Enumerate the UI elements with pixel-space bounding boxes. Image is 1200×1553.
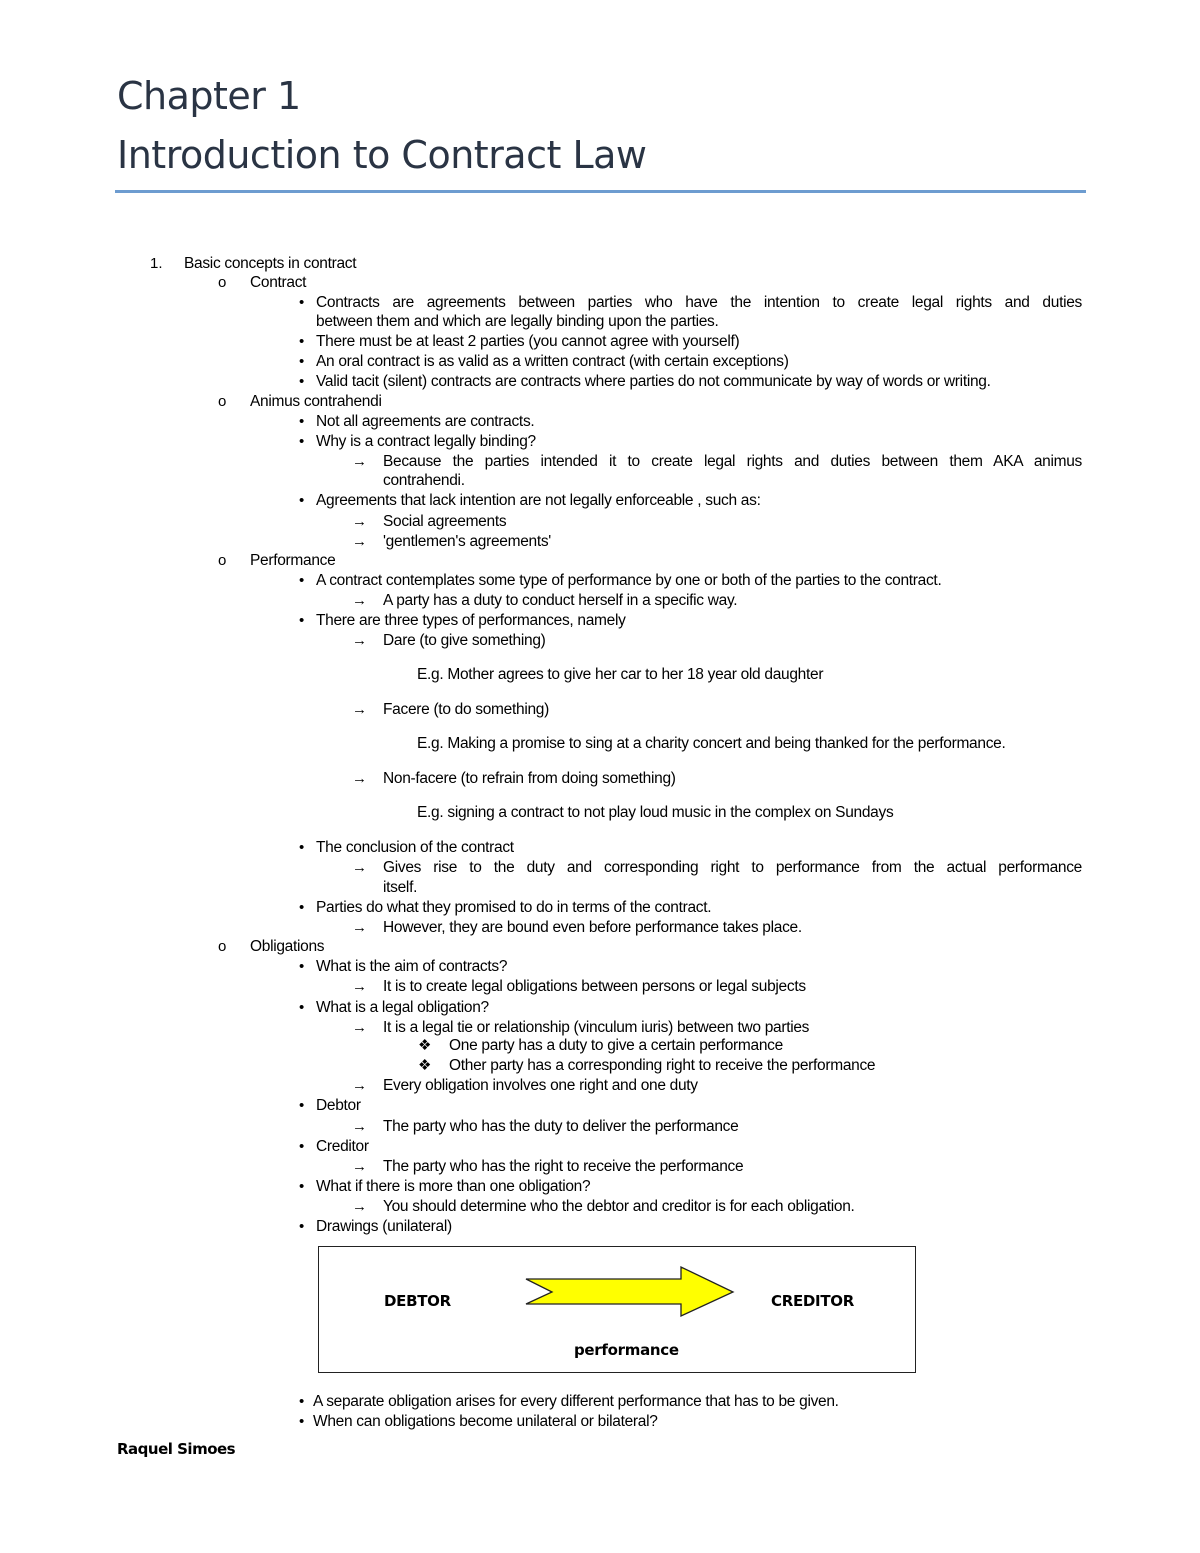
list-item: 'gentlemen's agreements': [383, 533, 551, 550]
arrow-icon: →: [352, 632, 367, 649]
list-item: A separate obligation arises for every different performance that has to be given.: [313, 1393, 839, 1410]
bullet-icon: •: [299, 1097, 305, 1114]
example: E.g. Making a promise to sing at a charity concert and being thanked for the performance.: [417, 735, 1006, 752]
bullet-icon: •: [299, 612, 305, 629]
list-item: Creditor: [316, 1138, 369, 1155]
performance-type: Dare (to give something): [383, 632, 546, 649]
list-item: What if there is more than one obligation?: [316, 1178, 591, 1195]
circle-bullet-icon: o: [218, 552, 227, 569]
list-item: There are three types of performances, namely: [316, 612, 626, 629]
arrow-icon: →: [352, 859, 367, 876]
subheading-obligations: Obligations: [250, 938, 325, 955]
bullet-icon: •: [299, 294, 305, 311]
arrow-icon: →: [352, 592, 367, 609]
subheading-performance: Performance: [250, 552, 336, 569]
title-underline: [115, 190, 1086, 193]
arrow-icon: →: [352, 453, 367, 470]
section-title: Basic concepts in contract: [184, 255, 357, 272]
arrow-icon: →: [352, 919, 367, 936]
list-item: The party who has the duty to deliver the performance: [383, 1118, 739, 1135]
list-item: One party has a duty to give a certain performance: [449, 1037, 783, 1054]
debtor-creditor-diagram: [318, 1246, 916, 1373]
list-item: Why is a contract legally binding?: [316, 433, 536, 450]
chapter-title: Introduction to Contract Law: [117, 133, 647, 177]
list-item: It is a legal tie or relationship (vinculum iuris) between two parties: [383, 1019, 810, 1036]
bullet-icon: •: [299, 1218, 305, 1235]
chapter-number: Chapter 1: [117, 74, 301, 118]
list-item: Gives rise to the duty and corresponding right to performance from the actual performance: [383, 859, 1082, 876]
bullet-icon: •: [299, 958, 305, 975]
list-item: However, they are bound even before performance takes place.: [383, 919, 802, 936]
list-item: What is a legal obligation?: [316, 999, 489, 1016]
diamond-bullet-icon: ❖: [418, 1057, 432, 1074]
list-item-continuation: between them and which are legally binding upon the parties.: [316, 313, 719, 330]
bullet-icon: •: [299, 433, 305, 450]
footer-author: Raquel Simoes: [117, 1440, 236, 1458]
arrow-icon: →: [352, 533, 367, 550]
performance-type: Facere (to do something): [383, 701, 549, 718]
diamond-bullet-icon: ❖: [418, 1037, 432, 1054]
list-item-continuation: contrahendi.: [383, 472, 465, 489]
list-item: Drawings (unilateral): [316, 1218, 452, 1235]
circle-bullet-icon: o: [218, 274, 227, 291]
list-item: What is the aim of contracts?: [316, 958, 508, 975]
list-item: The conclusion of the contract: [316, 839, 514, 856]
circle-bullet-icon: o: [218, 393, 227, 410]
list-item: When can obligations become unilateral or bilateral?: [313, 1413, 658, 1430]
bullet-icon: •: [299, 899, 305, 916]
list-item: Contracts are agreements between parties who have the intention to create legal rights and duties: [316, 294, 1082, 311]
number-marker: 1.: [150, 255, 163, 272]
list-item: The party who has the right to receive the performance: [383, 1158, 744, 1175]
subheading-contract: Contract: [250, 274, 307, 291]
circle-bullet-icon: o: [218, 938, 227, 955]
list-item: An oral contract is as valid as a written contract (with certain exceptions): [316, 353, 789, 370]
list-item-continuation: itself.: [383, 879, 418, 896]
performance-caption: performance: [574, 1341, 679, 1359]
bullet-icon: •: [299, 572, 305, 589]
creditor-label: CREDITOR: [771, 1292, 854, 1310]
performance-arrow-icon: [524, 1265, 736, 1319]
bullet-icon: •: [299, 1138, 305, 1155]
bullet-icon: •: [299, 333, 305, 350]
bullet-icon: •: [299, 373, 305, 390]
example: E.g. Mother agrees to give her car to her 18 year old daughter: [417, 666, 824, 683]
list-item: Social agreements: [383, 513, 507, 530]
list-item: Debtor: [316, 1097, 361, 1114]
arrow-icon: →: [352, 513, 367, 530]
debtor-label: DEBTOR: [384, 1292, 451, 1310]
arrow-icon: →: [352, 1198, 367, 1215]
bullet-icon: •: [299, 999, 305, 1016]
list-item: A contract contemplates some type of performance by one or both of the parties to the contract.: [316, 572, 942, 589]
subheading-animus: Animus contrahendi: [250, 393, 382, 410]
bullet-icon: •: [299, 839, 305, 856]
performance-type: Non-facere (to refrain from doing something): [383, 770, 676, 787]
arrow-icon: →: [352, 978, 367, 995]
bullet-icon: •: [299, 492, 305, 509]
arrow-icon: →: [352, 701, 367, 718]
bullet-icon: •: [299, 1413, 305, 1430]
bullet-icon: •: [299, 1178, 305, 1195]
list-item: Every obligation involves one right and one duty: [383, 1077, 698, 1094]
list-item: Valid tacit (silent) contracts are contracts where parties do not communicate by way of words or writing.: [316, 373, 991, 390]
bullet-icon: •: [299, 1393, 305, 1410]
arrow-icon: →: [352, 770, 367, 787]
list-item: A party has a duty to conduct herself in a specific way.: [383, 592, 738, 609]
list-item: Other party has a corresponding right to receive the performance: [449, 1057, 876, 1074]
example: E.g. signing a contract to not play loud music in the complex on Sundays: [417, 804, 894, 821]
list-item: Parties do what they promised to do in terms of the contract.: [316, 899, 712, 916]
list-item: Agreements that lack intention are not legally enforceable , such as:: [316, 492, 761, 509]
arrow-icon: →: [352, 1077, 367, 1094]
list-item: Not all agreements are contracts.: [316, 413, 535, 430]
arrow-icon: →: [352, 1019, 367, 1036]
arrow-icon: →: [352, 1158, 367, 1175]
list-item: It is to create legal obligations between persons or legal subjects: [383, 978, 806, 995]
list-item: You should determine who the debtor and creditor is for each obligation.: [383, 1198, 855, 1215]
bullet-icon: •: [299, 413, 305, 430]
list-item: Because the parties intended it to create legal rights and duties between them AKA animus: [383, 453, 1082, 470]
bullet-icon: •: [299, 353, 305, 370]
list-item: There must be at least 2 parties (you cannot agree with yourself): [316, 333, 740, 350]
arrow-icon: →: [352, 1118, 367, 1135]
